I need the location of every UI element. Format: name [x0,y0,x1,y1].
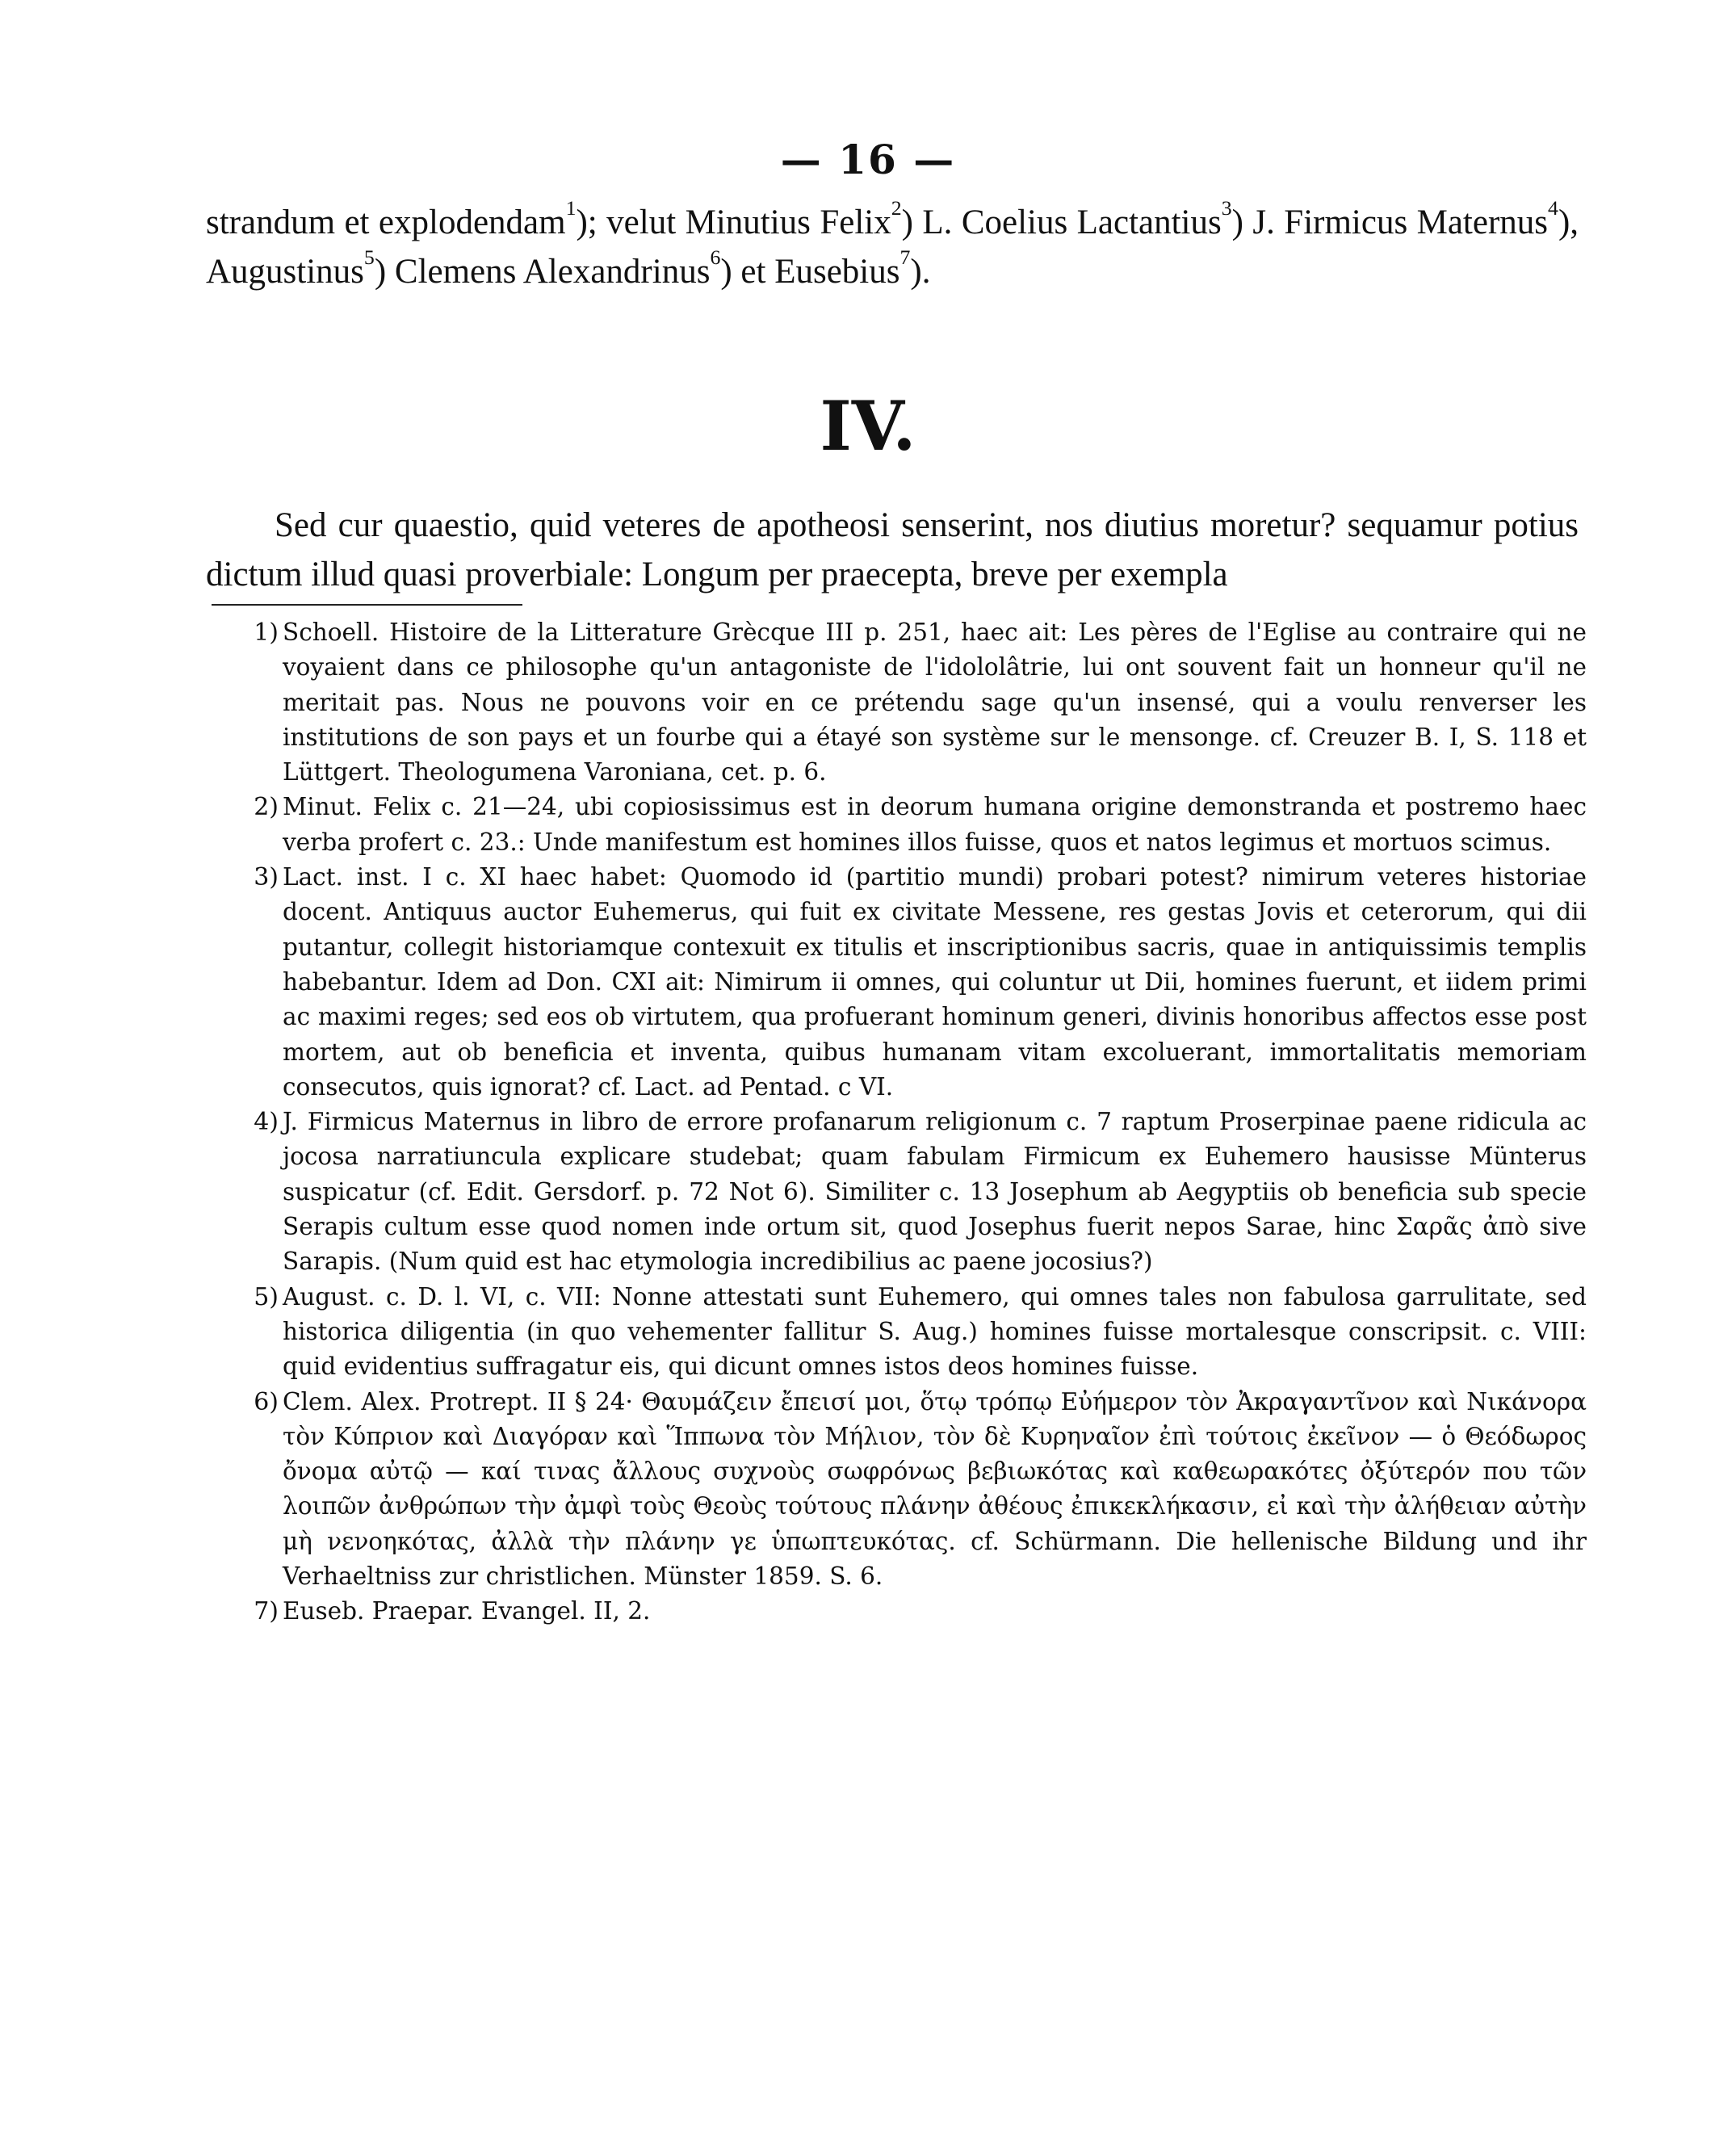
main-paragraph [206,501,1579,599]
intro-text: ) et Eusebius [720,253,900,291]
footnote-marker: 4) [254,1108,279,1137]
footnote-text: Euseb. Praepar. Evangel. II, 2. [283,1597,651,1625]
footnote [206,860,1587,1105]
footnote-ref: 5 [363,245,375,269]
intro-text: ). [910,253,931,291]
footnote-marker: 1) [254,619,279,647]
footnote-ref: 4 [1548,195,1558,220]
footnote-text: August. c. D. l. VI, c. VII: Nonne attestati sunt Euhemero, qui omnes tales non fabulosa garrulitate, sed historica diligentia (in quo vehementer fallitur S. Aug.) homines fuisse mortalesque conscripsit. c. VIII: quid evidentius suffragatur eis, qui dicunt omnes istos deos homines fuisse. [283,1282,1587,1381]
footnote-marker: 5) [254,1282,279,1311]
footnote [206,1280,1587,1385]
intro-text: ), Augustinus [206,203,1579,291]
footnote-text: Lact. inst. I c. XI haec habet: Quomodo id (partitio mundi) probari potest? nimirum veteres historiae docent. Antiquus auctor Euhemerus, qui fuit ex civitate Messene, res gestas Jovis et ceterorum, qui dii putantur, collegit historiamque contexuit ex titulis et inscriptionibus sacris, quae in antiquissimis templis habebantur. Idem ad Don. CXI ait: Nimirum ii omnes, qui coluntur ut Dii, homines fuerunt, et iidem primi ac maximi reges; sed eos ob virtutem, qua profuerant hominum generi, divinis honoribus affectos esse post mortem, aut ob beneficia et inventa, quibus humanam vitam excoluerant, immortalitatis memoriam consecutos, quis ignorat? cf. Lact. ad Pentad. c VI. [283,863,1587,1101]
footnote-text: Clem. Alex. Protrept. II § 24· Θαυμάζειν ἔπεισί μοι, ὅτῳ τρόπῳ Εὐήμερον τὸν Ἀκραγαντῖνον καὶ Νικάνορα τὸν Κύπριον καὶ Διαγόραν καὶ Ἵππωνα τὸν Μήλιον, τὸν δὲ Κυρηναῖον ἐπὶ τούτοις ἐκεῖνον — ὁ Θεόδωρος ὄνομα αὐτῷ — καί τινας ἄλλους συχνοὺς σωφρόνως βεβιωκότας καὶ καθεωρακότες ὀξύτερόν που τῶν λοιπῶν ἀνθρώπων τὴν ἀμφὶ τοὺς Θεοὺς τούτους πλάνην ἀθέους ἐπικεκλήκασιν, εἰ καὶ τὴν ἀλήθειαν αὐτὴν μὴ νενοηκότας, ἀλλὰ τὴν πλάνην γε ὑπωπτευκότας. cf. Schürmann. Die hellenische Bildung und ihr Verhaeltniss zur christlichen. Münster 1859. S. 6. [283,1387,1587,1591]
section-heading: IV. [820,386,916,466]
intro-paragraph [206,195,1579,296]
footnote-text: Schoell. Histoire de la Litterature Grècque III p. 251, haec ait: Les pères de l'Eglise au contraire qui ne voyaient dans ce philosophe qu'un antagoniste de l'idololâtrie, lui ont souvent fait un honneur qu'il ne meritait pas. Nous ne pouvons voir en ce prétendu sage qu'un insensé, qui a voulu renverser les institutions de son pays et un fourbe qui a étayé son système sur le mensonge. cf. Creuzer B. I, S. 118 et Lüttgert. Theologumena Varoniana, cet. p. 6. [283,619,1587,786]
footnote-ref: 1 [565,195,577,220]
footnote-text: J. Firmicus Maternus in libro de errore profanarum religionum c. 7 raptum Proserpinae paene ridicula ac jocosa narratiuncula explicare studebat; quam fabulam Firmicum ex Euhemero hausisse Münterus suspicatur (cf. Edit. Gersdorf. p. 72 Not 6). Similiter c. 13 Josephum ab Aegyptiis ob beneficia sub specie Serapis cultum esse quod nomen inde ortum sit, quod Josephus fuerit nepos Sarae, hinc Σαρᾶς ἀπὸ sive Sarapis. (Num quid est hac etymologia incredibilius ac paene jocosius?) [283,1108,1587,1276]
footnote-ref: 3 [1221,195,1232,220]
footnote-ref: 2 [891,195,902,220]
footnote [206,790,1587,860]
footnote [206,1105,1587,1279]
footnote-marker: 3) [254,863,279,892]
intro-text: ) J. Firmicus Maternus [1231,203,1549,241]
footnote [206,615,1587,790]
footnote-marker: 6) [254,1387,279,1416]
page-number: — 16 — [780,136,956,183]
footnote-marker: 2) [254,793,279,822]
main-text: Sed cur quaestio, quid veteres de apotheosi senserint, nos diutius moretur? sequamur potius dictum illud quasi proverbiale: Longum per praecepta, breve per exempla [206,506,1579,593]
footnote-marker: 7) [254,1597,279,1626]
footnote [206,1594,1587,1629]
intro-text: ) Clemens Alexandrinus [374,253,711,291]
footnote-text: Minut. Felix c. 21—24, ubi copiosissimus est in deorum humana origine demonstranda et postremo haec verba profert c. 23.: Unde manifestum est homines illos fuisse, quos et natos legimus et mortuos scimus. [283,793,1587,856]
footnote [206,1385,1587,1595]
footnote-ref: 7 [899,245,911,269]
intro-text: strandum et explodendam [206,203,566,241]
intro-text: ) L. Coelius Lactantius [901,203,1222,241]
footnotes [206,615,1587,1629]
footnote-ref: 6 [710,245,721,269]
footnote-divider [212,604,522,606]
intro-text: ); velut Minutius Felix [576,203,891,241]
